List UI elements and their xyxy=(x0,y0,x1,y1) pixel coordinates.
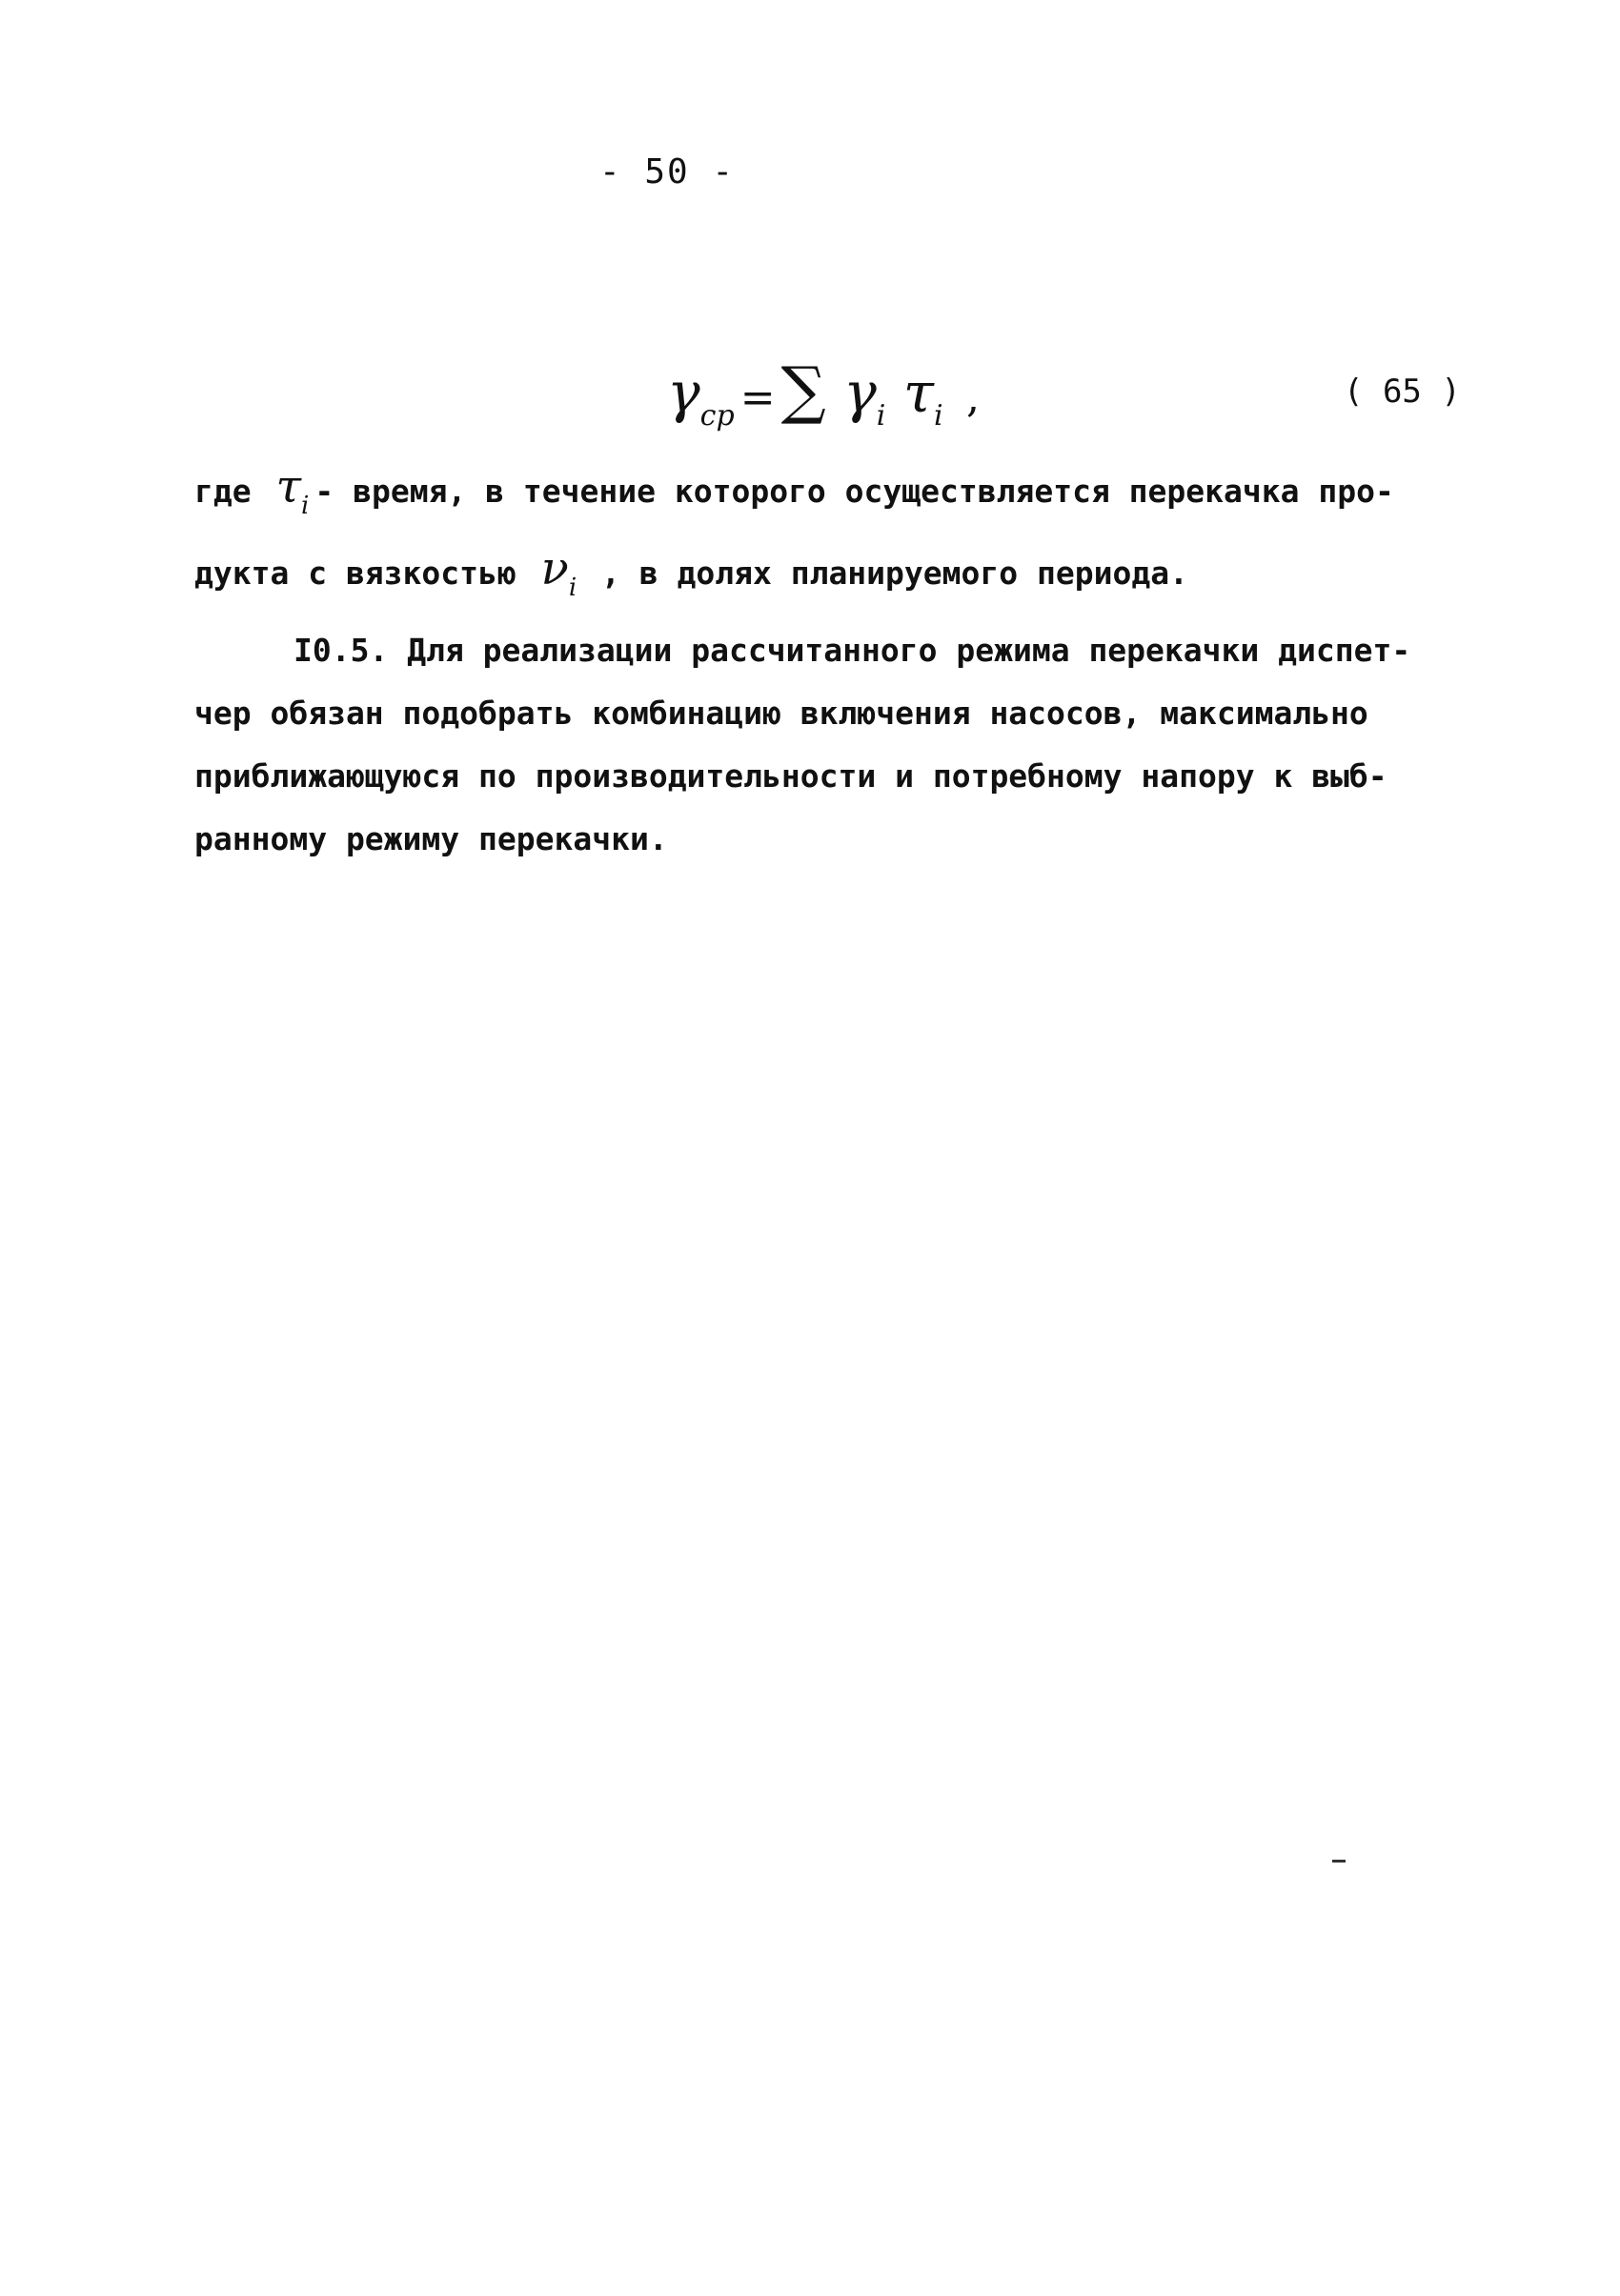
formula-65-row xyxy=(0,352,1620,438)
paragraph-2-line-2: чер обязан подобрать комбинацию включения насосов, максимально xyxy=(194,695,1368,732)
where-word: где xyxy=(194,473,252,510)
scan-mark xyxy=(1332,1860,1346,1863)
paragraph-2-line-4: ранному режиму перекачки. xyxy=(194,820,668,857)
nu-i-symbol: $\nu_i$ xyxy=(540,542,577,602)
tau-i-symbol: $\tau_i$ xyxy=(275,460,310,520)
paragraph-1-line-1-text: - время, в течение которого осуществляется перекачка про- xyxy=(314,473,1394,510)
formula-tau-i: $\tau_i$ xyxy=(902,360,943,433)
formula-equals: = xyxy=(739,373,776,422)
average-viscosity-formula xyxy=(667,352,985,454)
body-text xyxy=(194,455,1452,871)
formula-lhs: $\gamma_{ср}$ xyxy=(667,360,735,433)
formula-gamma-i: $\gamma_i$ xyxy=(843,360,886,433)
formula-trailing-comma: , xyxy=(965,373,980,422)
page-number: - 50 - xyxy=(598,152,736,191)
paragraph-1-line-2-start: дукта с вязкостью xyxy=(194,554,516,592)
equation-number: ( 65 ) xyxy=(1344,373,1461,411)
formula-sum-sign: ∑ xyxy=(780,353,826,427)
paragraph-2-line-1: I0.5. Для реализации рассчитанного режима перекачки диспет- xyxy=(294,632,1411,669)
paragraph-1-line-2-text: , в долях планируемого периода. xyxy=(601,554,1188,592)
paragraph-2-line-3: приближающуюся по производительности и потребному напору к выб- xyxy=(194,757,1387,795)
paragraph-1-line-2 xyxy=(194,537,1452,619)
paragraph-1-line-1 xyxy=(194,455,1452,537)
